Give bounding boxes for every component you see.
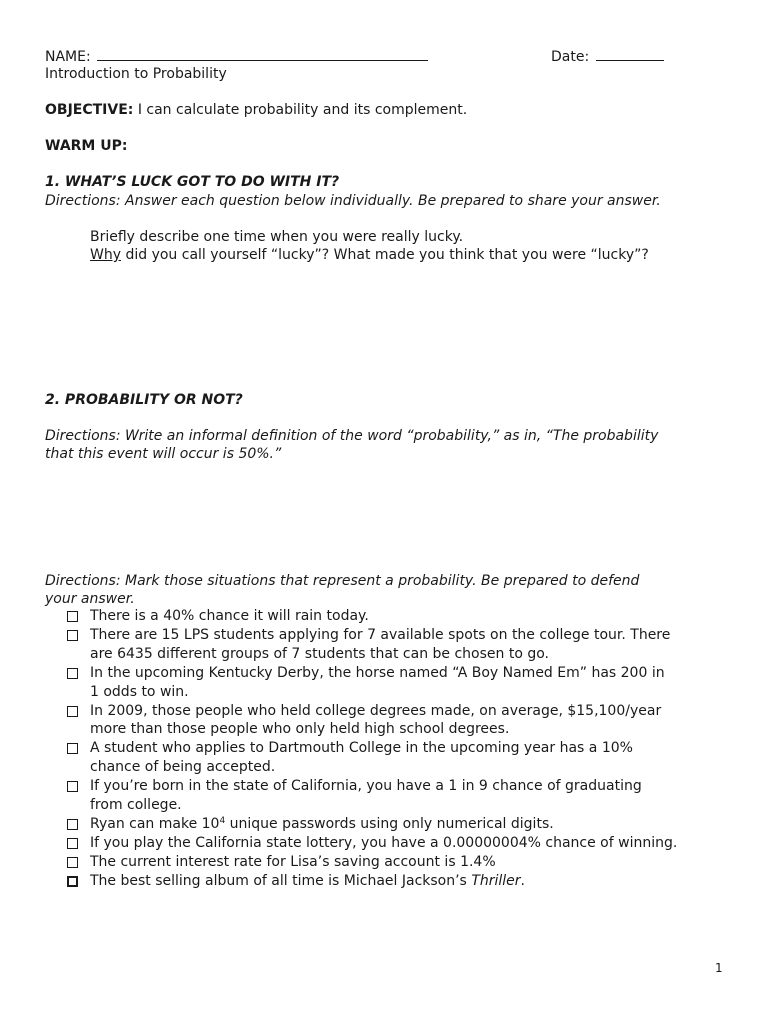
situations-list	[67, 607, 737, 891]
objective	[45, 101, 467, 119]
situation-text: If you play the California state lottery, you have a 0.00000004% chance of winning.	[90, 834, 678, 851]
checkbox[interactable]	[67, 876, 78, 887]
checkbox[interactable]	[67, 611, 78, 622]
list-item	[67, 739, 737, 777]
checkbox[interactable]	[67, 838, 78, 849]
situation-text: unique passwords using only numerical digits.	[225, 815, 554, 832]
mark-directions-line1: Directions: Mark those situations that represent a probability. Be prepared to defend	[45, 573, 640, 589]
list-item	[67, 872, 737, 891]
list-item	[67, 664, 737, 702]
list-item	[67, 626, 737, 664]
situation-text: There are 15 LPS students applying for 7 available spots on the college tour. There	[90, 626, 671, 643]
worksheet-subtitle: Introduction to Probability	[45, 66, 227, 82]
section2-title: 2. PROBABILITY OR NOT?	[45, 392, 243, 408]
date-label: Date:	[551, 49, 590, 65]
checkbox[interactable]	[67, 630, 78, 641]
situation-text: If you’re born in the state of California, you have a 1 in 9 chance of graduating	[90, 778, 642, 795]
situation-text: are 6435 different groups of 7 students that can be chosen to go.	[90, 645, 550, 662]
list-item	[67, 834, 737, 853]
list-item	[67, 607, 737, 626]
situation-text: more than those people who only held high school degrees.	[90, 721, 510, 738]
section1-directions: Directions: Answer each question below individually. Be prepared to share your answer.	[45, 193, 661, 209]
list-item	[67, 853, 737, 872]
situation-text: In the upcoming Kentucky Derby, the horse named “A Boy Named Em” has 200 in	[90, 664, 665, 681]
section1-title: 1. WHAT’S LUCK GOT TO DO WITH IT?	[45, 174, 340, 190]
checkbox[interactable]	[67, 743, 78, 754]
situation-text: A student who applies to Dartmouth College in the upcoming year has a 10%	[90, 740, 633, 757]
checkbox[interactable]	[67, 819, 78, 830]
situation-text: The current interest rate for Lisa’s saving account is 1.4%	[90, 853, 496, 870]
situation-text: .	[520, 872, 525, 889]
situation-text: from college.	[90, 797, 182, 814]
date-blank[interactable]	[596, 47, 664, 61]
warm-up-heading: WARM UP:	[45, 138, 128, 154]
why-word: Why	[90, 247, 122, 263]
question-why-lucky	[90, 246, 649, 264]
date-line	[551, 47, 664, 66]
checkbox[interactable]	[67, 857, 78, 868]
objective-label: OBJECTIVE:	[45, 102, 134, 118]
name-label: NAME:	[45, 49, 91, 65]
mark-directions-line2: your answer.	[45, 591, 135, 607]
name-blank[interactable]	[97, 47, 428, 61]
question-why-rest: did you call yourself “lucky”? What made you think that you were “lucky”?	[121, 247, 649, 263]
checkbox[interactable]	[67, 668, 78, 679]
checkbox[interactable]	[67, 706, 78, 717]
objective-text: I can calculate probability and its complement.	[137, 102, 468, 118]
page-number: 1	[715, 961, 723, 975]
situation-text: 1 odds to win.	[90, 683, 189, 700]
situation-text: There is a 40% chance it will rain today.	[90, 608, 369, 624]
situation-text: The best selling album of all time is Michael Jackson’s	[90, 872, 472, 889]
question-lucky-time: Briefly describe one time when you were really lucky.	[90, 229, 464, 245]
definition-directions-line2: that this event will occur is 50%.”	[45, 446, 282, 462]
name-line	[45, 47, 428, 66]
exponent: 4	[219, 815, 226, 826]
situation-text: chance of being accepted.	[90, 759, 276, 776]
situation-text: In 2009, those people who held college degrees made, on average, $15,100/year	[90, 702, 662, 719]
list-item	[67, 777, 737, 815]
definition-directions-line1: Directions: Write an informal definition of the word “probability,” as in, “The probability	[45, 428, 659, 444]
album-title: Thriller	[471, 872, 521, 889]
list-item	[67, 815, 737, 834]
situation-text: Ryan can make 10	[90, 815, 220, 832]
list-item	[67, 702, 737, 740]
checkbox[interactable]	[67, 781, 78, 792]
